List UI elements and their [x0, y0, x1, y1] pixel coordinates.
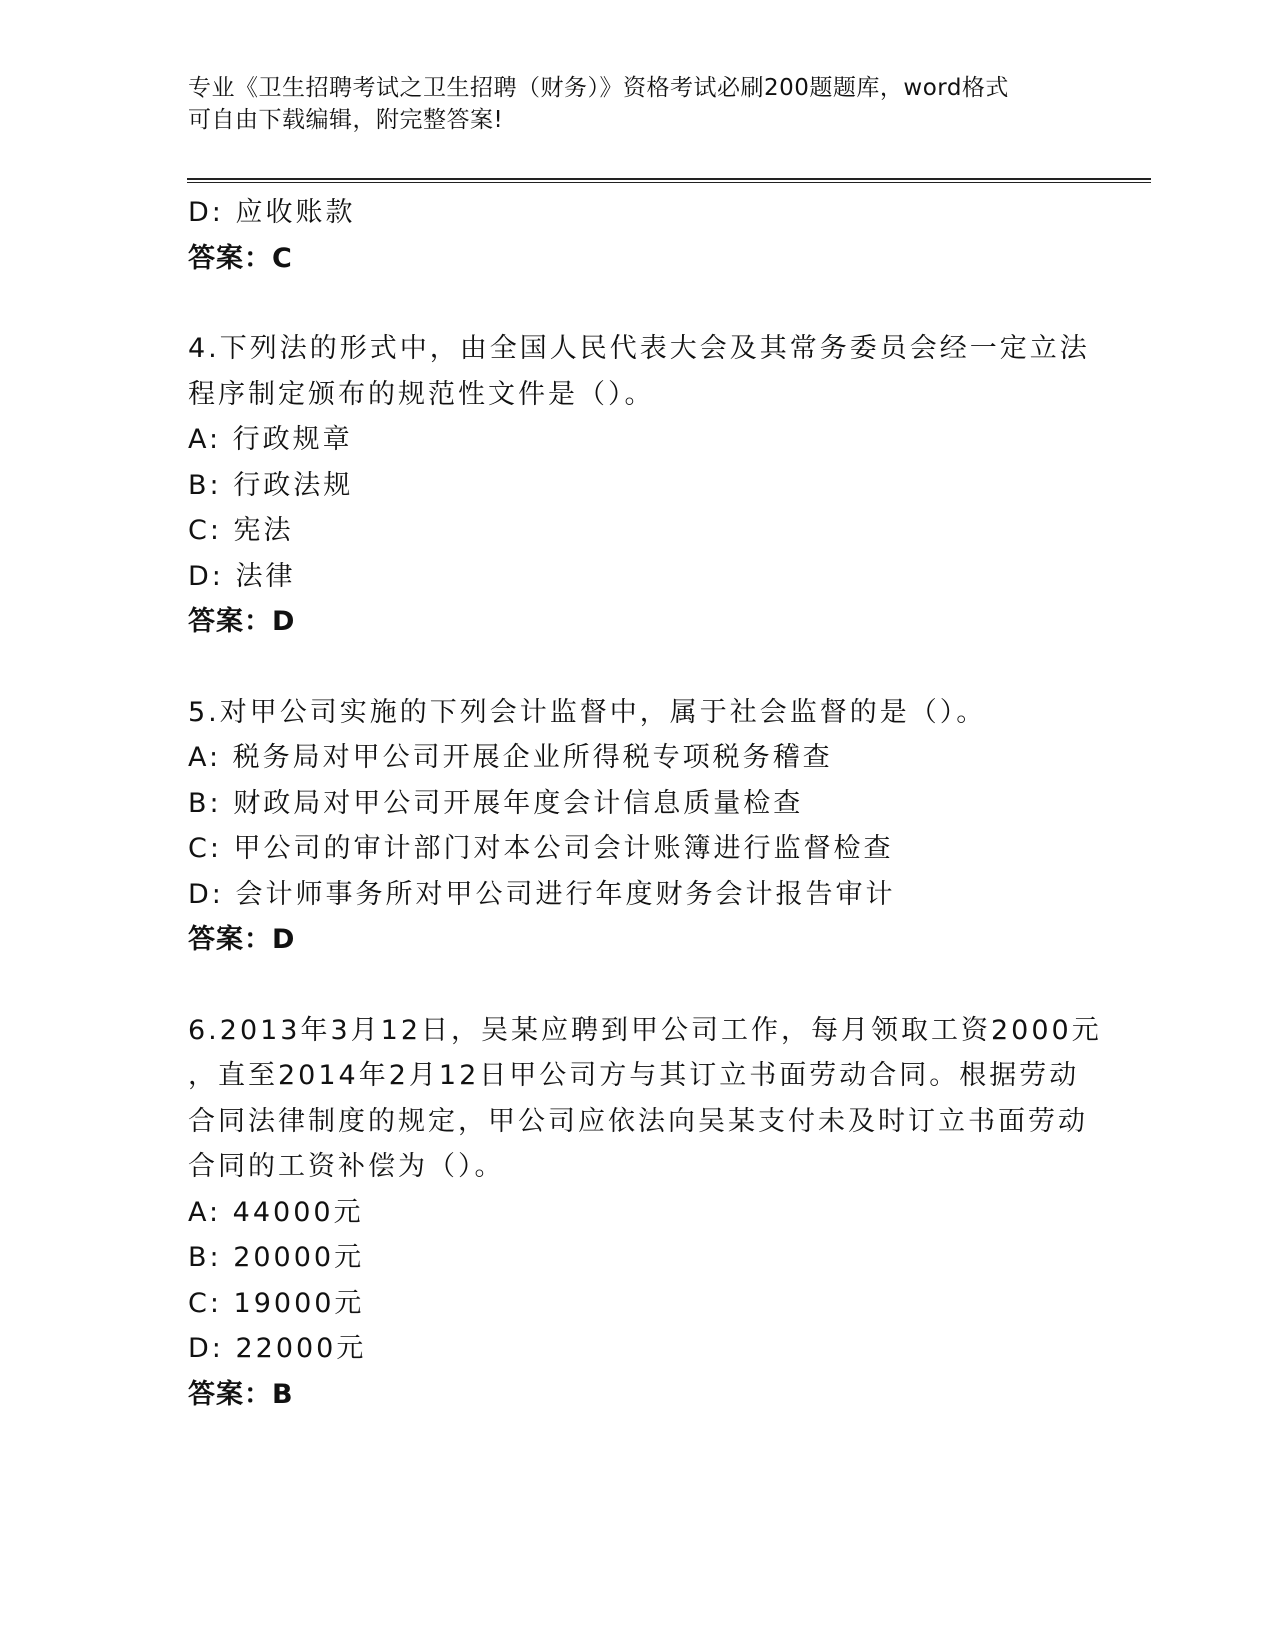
spacer [188, 281, 1088, 326]
spacer [188, 963, 1088, 1008]
question-stem: ，直至2014年2月12日甲公司方与其订立书面劳动合同。根据劳动 [188, 1060, 1080, 1091]
option-a: A: 税务局对甲公司开展企业所得税专项税务稽查 [188, 742, 833, 773]
option-d: D: 会计师事务所对甲公司进行年度财务会计报告审计 [188, 878, 896, 910]
header-title-line-2: 可自由下载编辑，附完整答案! [188, 107, 504, 133]
option-b: B: 财政局对甲公司开展年度会计信息质量检查 [188, 787, 804, 819]
question-4 [188, 326, 1088, 645]
question-5 [188, 690, 1088, 963]
option-d: D: 法律 [188, 560, 296, 592]
header-divider [187, 178, 1151, 183]
option-d: D: 应收账款 [188, 197, 356, 228]
option-b: B: 行政法规 [188, 469, 354, 501]
option-a: A: 行政规章 [188, 424, 353, 455]
option-c: C: 宪法 [188, 515, 294, 546]
question-3-tail [188, 190, 1088, 281]
option-d: D: 22000元 [188, 1333, 367, 1364]
option-c: C: 甲公司的审计部门对本公司会计账簿进行监督检查 [188, 833, 894, 864]
document-header [188, 72, 1088, 136]
question-stem: 6.2013年3月12日，吴某应聘到甲公司工作，每月领取工资2000元 [188, 1014, 1102, 1046]
question-6 [188, 1008, 1102, 1418]
answer: 答案：B [188, 1378, 294, 1410]
option-a: A: 44000元 [188, 1196, 364, 1228]
header-title-line-1: 专业《卫生招聘考试之卫生招聘（财务）》资格考试必刷200题题库，word格式 [188, 75, 1009, 101]
question-stem: 4.下列法的形式中，由全国人民代表大会及其常务委员会经一定立法 [188, 333, 1090, 364]
question-stem: 5.对甲公司实施的下列会计监督中，属于社会监督的是（）。 [188, 696, 987, 728]
answer: 答案：C [188, 242, 293, 274]
spacer [188, 645, 1088, 690]
question-stem: 合同法律制度的规定，甲公司应依法向吴某支付未及时订立书面劳动 [188, 1105, 1088, 1137]
answer: 答案：D [188, 606, 296, 637]
answer: 答案：D [188, 924, 296, 955]
question-stem: 程序制定颁布的规范性文件是（）。 [188, 378, 655, 410]
option-b: B: 20000元 [188, 1242, 365, 1273]
document-body [188, 190, 1102, 1417]
option-c: C: 19000元 [188, 1287, 365, 1319]
question-stem: 合同的工资补偿为（）。 [188, 1151, 505, 1182]
